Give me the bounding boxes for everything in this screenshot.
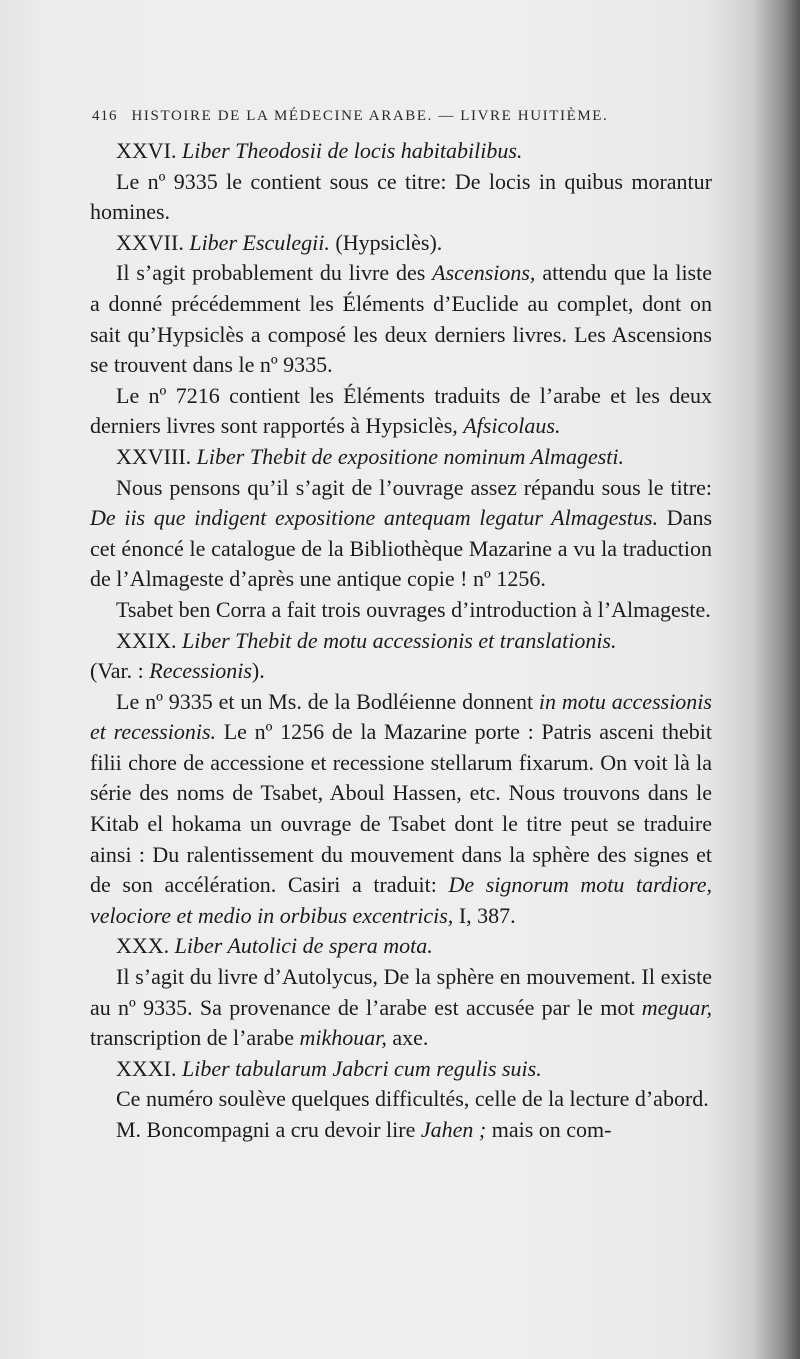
paragraph: (Var. : Recessionis). bbox=[90, 658, 265, 684]
paragraph: Il s’agit probablement du livre des Ascensions, attendu que la liste a donné précédemment les Éléments d’Euclide au complet, dont on sait qu’Hypsiclès a composé les deux derniers livres. Les Ascensions se trouvent dans le nº 9335. bbox=[90, 260, 712, 378]
paragraph: Il s’agit du livre d’Autolycus, De la sphère en mouvement. Il existe au nº 9335. Sa provenance de l’arabe est accusée par le mot meguar, transcription de l’arabe mikhouar, axe. bbox=[90, 964, 712, 1051]
paragraph: Le nº 7216 contient les Éléments traduits de l’arabe et les deux derniers livres sont rapportés à Hypsiclès, Afsicolaus. bbox=[90, 382, 712, 439]
page-number: 416 bbox=[92, 108, 118, 124]
paragraph: Le nº 9335 le contient sous ce titre: De locis in quibus morantur homines. bbox=[90, 168, 712, 225]
entry-xxvi: XXVI. Liber Theodosii de locis habitabilibus. bbox=[116, 138, 523, 163]
paragraph: Le nº 9335 et un Ms. de la Bodléienne donnent in motu accessionis et recessionis. Le nº 1256 de la Mazarine porte : Patris asceni thebit filii chore de accessione et recessione stellarum fixarum. On voit là la série des noms de Tsabet, Aboul Hassen, etc. Nous trouvons dans le Kitab el hokama un ouvrage de Tsabet dont le titre peut se traduire ainsi : Du ralentissement du mouvement dans la sphère des signes et de son accélération. Casiri a traduit: De signorum motu tardiore, velociore et medio in orbibus excentricis, I, 387. bbox=[90, 688, 712, 928]
page-body bbox=[90, 136, 712, 1146]
paragraph: M. Boncompagni a cru devoir lire Jahen ; mais on com- bbox=[116, 1117, 612, 1142]
entry-xxvii: XXVII. Liber Esculegii. (Hypsiclès). bbox=[116, 229, 443, 255]
entry-xxx: XXX. Liber Autolici de spera mota. bbox=[116, 933, 433, 959]
paragraph: Ce numéro soulève quelques difficultés, celle de la lecture d’abord. bbox=[116, 1086, 709, 1112]
entry-xxix: XXIX. Liber Thebit de motu accessionis et translationis. bbox=[116, 627, 617, 653]
running-header bbox=[92, 108, 712, 125]
paragraph: Tsabet ben Corra a fait trois ouvrages d’introduction à l’Almageste. bbox=[116, 596, 711, 622]
running-title: HISTOIRE DE LA MÉDECINE ARABE. — LIVRE HUITIÈME. bbox=[131, 108, 609, 124]
entry-xxviii: XXVIII. Liber Thebit de expositione nominum Almagesti. bbox=[116, 443, 624, 469]
entry-xxxi: XXXI. Liber tabularum Jabcri cum regulis suis. bbox=[116, 1055, 542, 1081]
paragraph: Nous pensons qu’il s’agit de l’ouvrage assez répandu sous le titre: De iis que indigent expositione antequam legatur Almagestus. Dans cet énoncé le catalogue de la Bibliothèque Mazarine a vu la traduction de l’Almageste d’après une antique copie ! nº 1256. bbox=[90, 474, 713, 592]
